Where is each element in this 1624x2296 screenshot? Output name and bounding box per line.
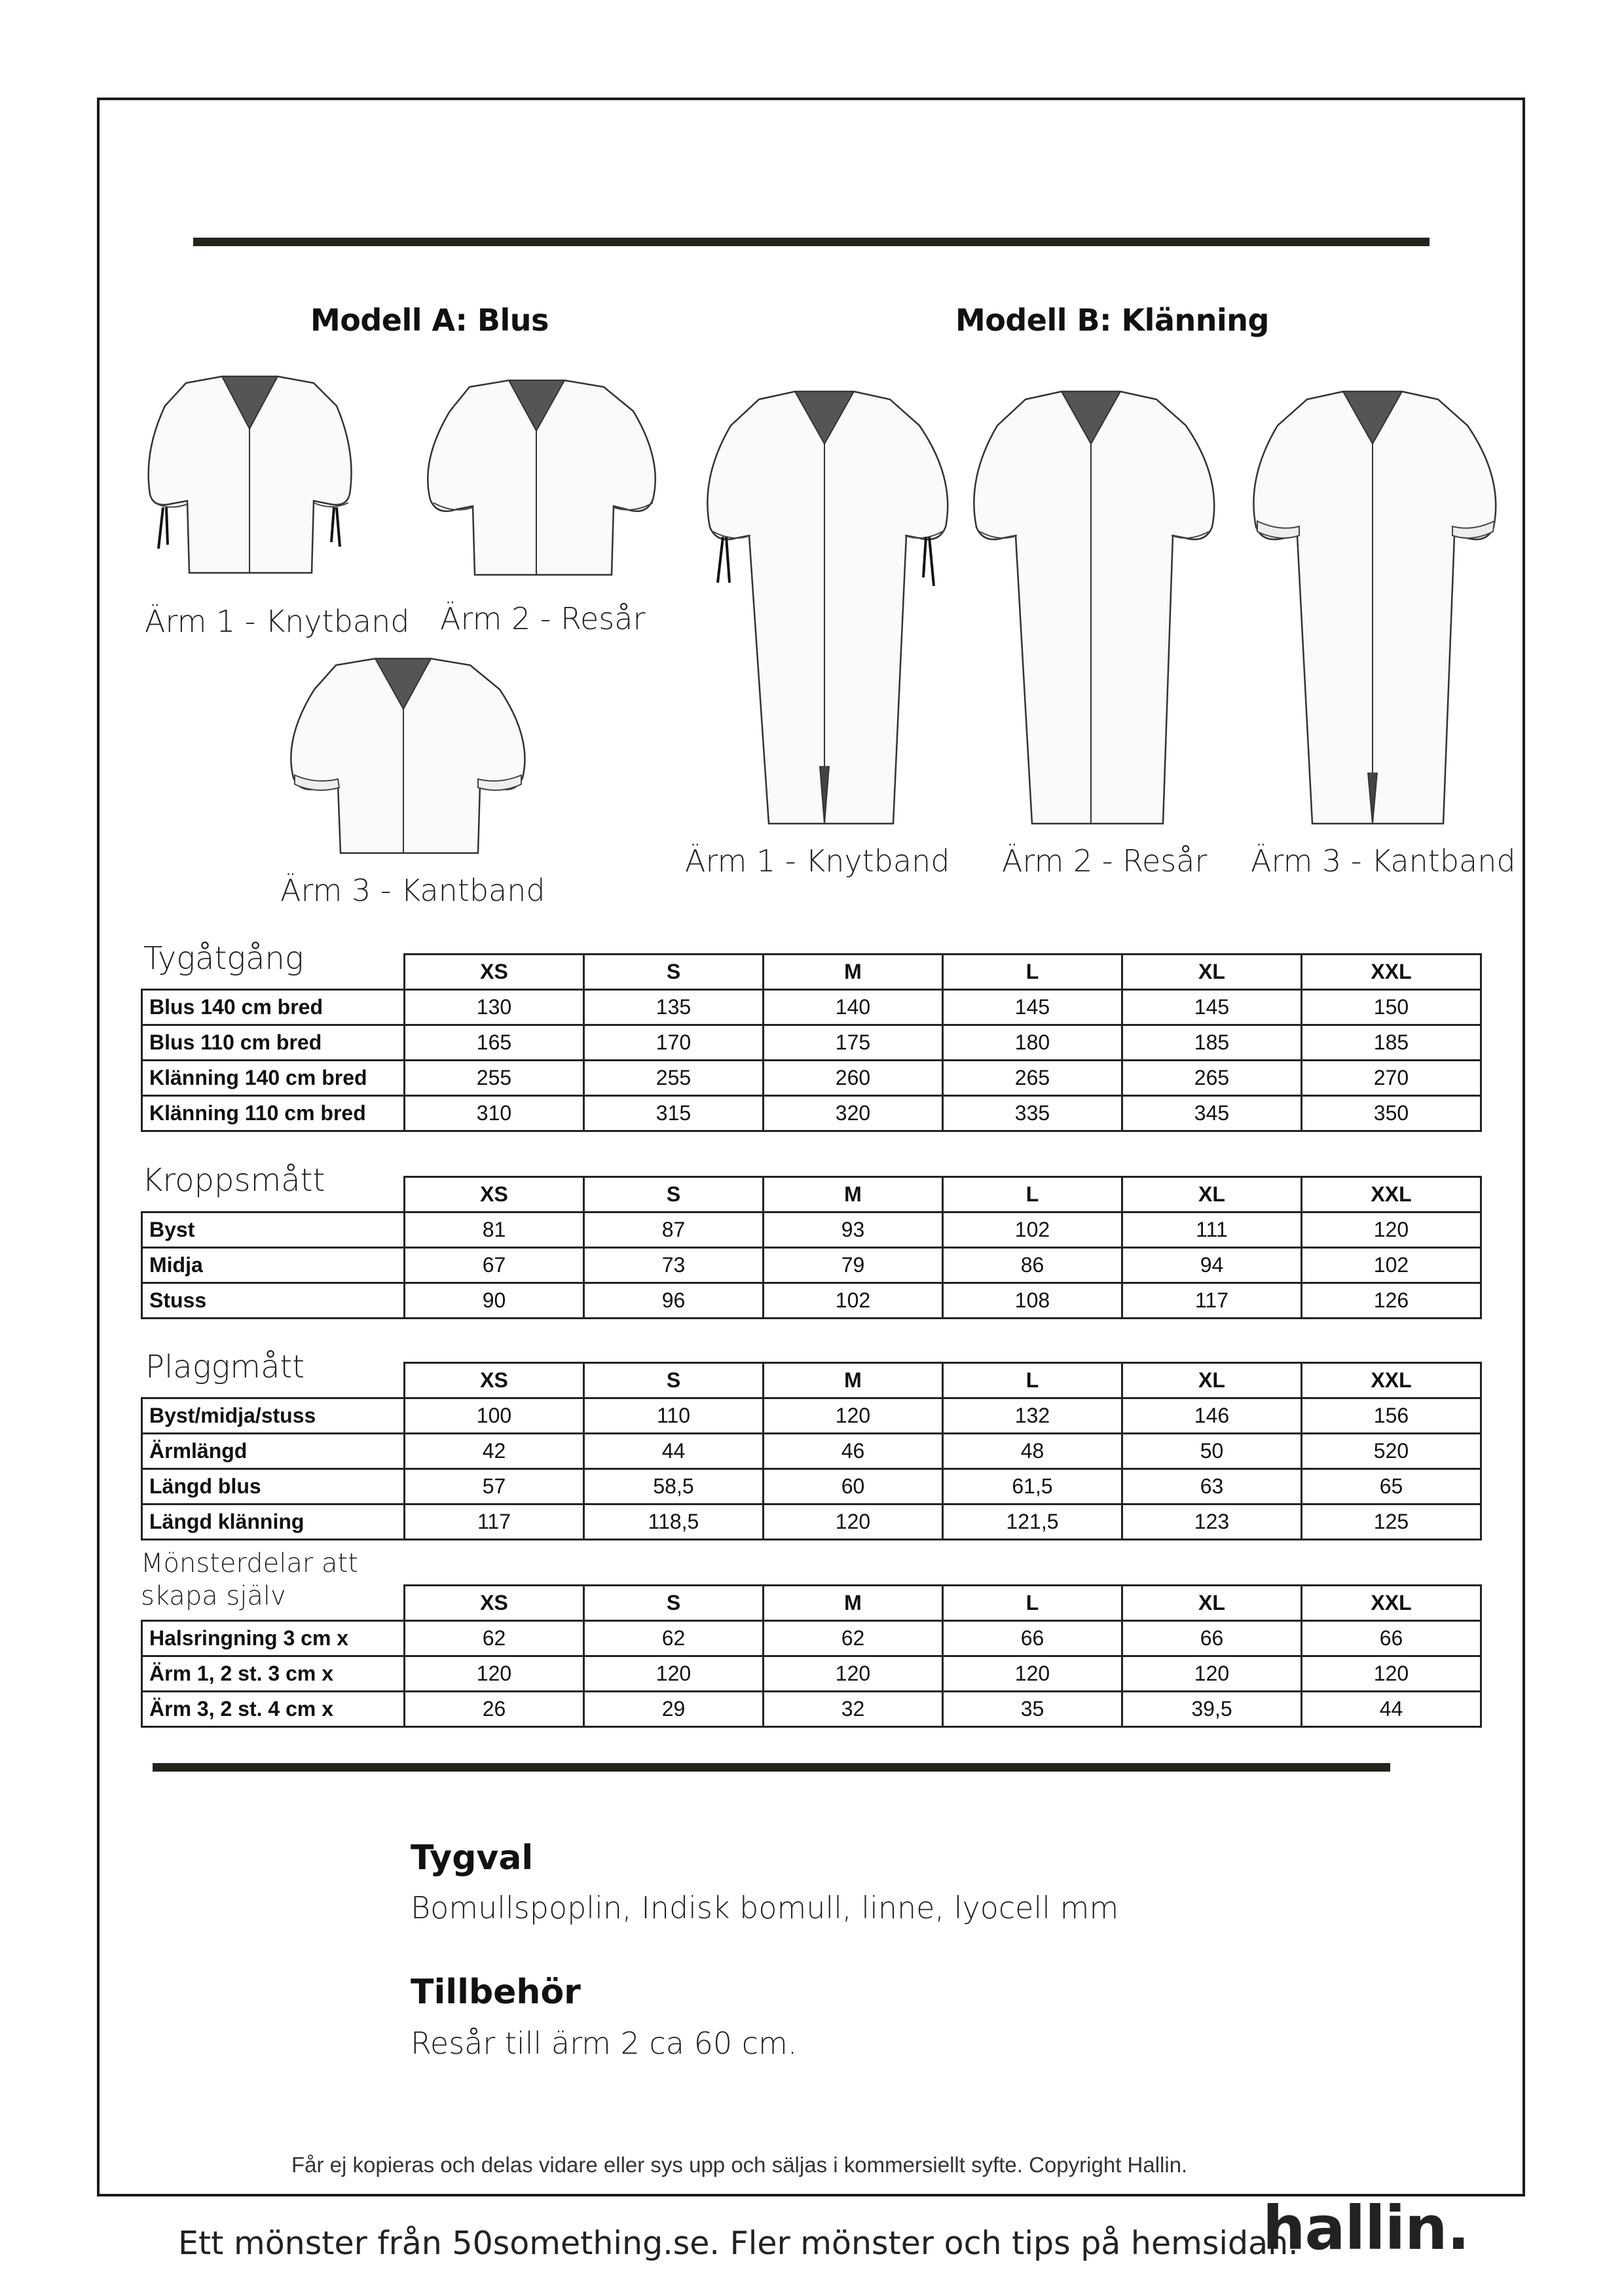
table-cell: 66: [1302, 1621, 1481, 1656]
dress-sleeve-2-illustration: [963, 386, 1225, 831]
table-cell: 350: [1302, 1096, 1481, 1131]
table-cell: 145: [943, 990, 1122, 1025]
size-header: S: [584, 1177, 764, 1212]
table-cell: 132: [943, 1398, 1122, 1434]
plaggmatt-table: [141, 1362, 1482, 1540]
table-cell: 315: [584, 1096, 764, 1131]
table-cell: 102: [1302, 1248, 1481, 1283]
table-cell: 120: [764, 1398, 943, 1434]
table-cell: 73: [584, 1248, 764, 1283]
kroppsmatt-table: [141, 1176, 1482, 1319]
table-cell: 180: [943, 1025, 1122, 1061]
footer-text: Ett mönster från 50something.se. Fler mönster och tips på hemsidan.: [178, 2225, 1299, 2262]
size-header: L: [943, 1586, 1122, 1621]
size-header: XS: [405, 955, 584, 990]
size-header: XXL: [1302, 1363, 1481, 1398]
table-cell: 93: [764, 1212, 943, 1248]
size-header: L: [943, 955, 1122, 990]
table-cell: 185: [1302, 1025, 1481, 1061]
table-cell: 90: [405, 1283, 584, 1319]
row-label: Byst: [142, 1212, 405, 1248]
table-cell: 121,5: [943, 1504, 1122, 1540]
row-label: Midja: [142, 1248, 405, 1283]
table-cell: 130: [405, 990, 584, 1025]
size-header: XXL: [1302, 1586, 1481, 1621]
table-cell: 100: [405, 1398, 584, 1434]
blouse-sleeve-3-illustration: [280, 653, 536, 863]
table-row: [142, 1096, 1481, 1131]
plaggmatt-title: Plaggmått: [145, 1349, 305, 1385]
model-a-title: Modell A: Blus: [310, 302, 549, 338]
tillbehor-heading: Tillbehör: [411, 1973, 581, 2012]
table-corner: [142, 1177, 405, 1212]
size-header: XL: [1122, 955, 1302, 990]
table-cell: 260: [764, 1061, 943, 1096]
table-cell: 44: [1302, 1692, 1481, 1727]
row-label: Klänning 140 cm bred: [142, 1061, 405, 1096]
table-cell: 320: [764, 1096, 943, 1131]
table-cell: 255: [584, 1061, 764, 1096]
table-cell: 32: [764, 1692, 943, 1727]
tygatgang-table: [141, 953, 1482, 1132]
table-corner: [142, 1586, 405, 1621]
table-cell: 102: [764, 1283, 943, 1319]
table-cell: 270: [1302, 1061, 1481, 1096]
table-cell: 61,5: [943, 1469, 1122, 1504]
row-label: Stuss: [142, 1283, 405, 1319]
size-header: XS: [405, 1363, 584, 1398]
row-label: Klänning 110 cm bred: [142, 1096, 405, 1131]
table-row: [142, 1434, 1481, 1469]
table-cell: 150: [1302, 990, 1481, 1025]
table-cell: 120: [764, 1656, 943, 1692]
size-header: M: [764, 1586, 943, 1621]
table-cell: 120: [943, 1656, 1122, 1692]
table-cell: 118,5: [584, 1504, 764, 1540]
table-cell: 39,5: [1122, 1692, 1302, 1727]
blouse-sleeve-2-illustration: [417, 375, 666, 585]
table-cell: 156: [1302, 1398, 1481, 1434]
blouse-caption-3: Ärm 3 - Kantband: [280, 873, 545, 908]
table-cell: 35: [943, 1692, 1122, 1727]
table-cell: 120: [405, 1656, 584, 1692]
table-cell: 110: [584, 1398, 764, 1434]
table-row: [142, 1061, 1481, 1096]
table-header-row: [142, 955, 1481, 990]
tillbehor-text: Resår till ärm 2 ca 60 cm.: [411, 2026, 798, 2061]
table-cell: 87: [584, 1212, 764, 1248]
table-cell: 120: [1302, 1212, 1481, 1248]
table-row: [142, 1504, 1481, 1540]
size-header: XXL: [1302, 1177, 1481, 1212]
table-cell: 117: [1122, 1283, 1302, 1319]
row-label: Längd blus: [142, 1469, 405, 1504]
kroppsmatt-title: Kroppsmått: [142, 1162, 325, 1199]
size-header: S: [584, 1363, 764, 1398]
table-cell: 111: [1122, 1212, 1302, 1248]
table-corner: [142, 1363, 405, 1398]
table-cell: 66: [1122, 1621, 1302, 1656]
table-cell: 108: [943, 1283, 1122, 1319]
size-header: S: [584, 955, 764, 990]
table-cell: 62: [405, 1621, 584, 1656]
table-cell: 42: [405, 1434, 584, 1469]
table-cell: 29: [584, 1692, 764, 1727]
dress-sleeve-3-illustration: [1242, 386, 1510, 831]
table-cell: 46: [764, 1434, 943, 1469]
table-cell: 86: [943, 1248, 1122, 1283]
row-label: Ärm 3, 2 st. 4 cm x: [142, 1692, 405, 1727]
size-header: M: [764, 1177, 943, 1212]
top-divider: [193, 238, 1430, 246]
table-row: [142, 1212, 1481, 1248]
table-cell: 120: [1302, 1656, 1481, 1692]
blouse-sleeve-1-illustration: [140, 373, 363, 583]
model-b-title: Modell B: Klänning: [955, 302, 1269, 338]
table-cell: 120: [1122, 1656, 1302, 1692]
hallin-logo: hallin.: [1263, 2193, 1469, 2263]
size-header: L: [943, 1177, 1122, 1212]
table-cell: 125: [1302, 1504, 1481, 1540]
table-cell: 120: [764, 1504, 943, 1540]
table-cell: 185: [1122, 1025, 1302, 1061]
size-header: XL: [1122, 1363, 1302, 1398]
row-label: Längd klänning: [142, 1504, 405, 1540]
table-cell: 117: [405, 1504, 584, 1540]
table-cell: 140: [764, 990, 943, 1025]
row-label: Halsringning 3 cm x: [142, 1621, 405, 1656]
dress-caption-3: Ärm 3 - Kantband: [1251, 843, 1516, 879]
tygatgang-title: Tygåtgång: [143, 940, 304, 977]
table-cell: 520: [1302, 1434, 1481, 1469]
table-cell: 96: [584, 1283, 764, 1319]
table-cell: 57: [405, 1469, 584, 1504]
size-header: XS: [405, 1586, 584, 1621]
table-cell: 265: [943, 1061, 1122, 1096]
table-row: [142, 1248, 1481, 1283]
size-header: S: [584, 1586, 764, 1621]
table-corner: [142, 955, 405, 990]
table-row: [142, 1283, 1481, 1319]
dress-caption-1: Ärm 1 - Knytband: [685, 843, 950, 879]
table-cell: 265: [1122, 1061, 1302, 1096]
table-cell: 79: [764, 1248, 943, 1283]
table-row: [142, 1656, 1481, 1692]
size-header: M: [764, 955, 943, 990]
row-label: Blus 140 cm bred: [142, 990, 405, 1025]
size-header: XL: [1122, 1177, 1302, 1212]
monsterdelar-title: Mönsterdelar att skapa själv: [141, 1548, 358, 1611]
table-cell: 102: [943, 1212, 1122, 1248]
table-row: [142, 1692, 1481, 1727]
table-cell: 310: [405, 1096, 584, 1131]
blouse-caption-1: Ärm 1 - Knytband: [145, 604, 410, 639]
row-label: Ärmlängd: [142, 1434, 405, 1469]
table-header-row: [142, 1586, 1481, 1621]
table-row: [142, 990, 1481, 1025]
tygval-text: Bomullspoplin, Indisk bomull, linne, lyocell mm: [411, 1890, 1119, 1925]
table-cell: 126: [1302, 1283, 1481, 1319]
monsterdelar-table: [141, 1584, 1482, 1728]
table-cell: 48: [943, 1434, 1122, 1469]
table-cell: 94: [1122, 1248, 1302, 1283]
copyright-note: Får ej kopieras och delas vidare eller sys upp och säljas i kommersiellt syfte. Copyright Hallin.: [291, 2153, 1188, 2177]
table-cell: 26: [405, 1692, 584, 1727]
table-row: [142, 1398, 1481, 1434]
table-cell: 81: [405, 1212, 584, 1248]
table-cell: 67: [405, 1248, 584, 1283]
size-header: XXL: [1302, 955, 1481, 990]
table-cell: 50: [1122, 1434, 1302, 1469]
tygval-heading: Tygval: [411, 1838, 534, 1878]
table-cell: 62: [584, 1621, 764, 1656]
table-cell: 58,5: [584, 1469, 764, 1504]
size-header: L: [943, 1363, 1122, 1398]
table-cell: 63: [1122, 1469, 1302, 1504]
table-cell: 145: [1122, 990, 1302, 1025]
table-cell: 123: [1122, 1504, 1302, 1540]
dress-sleeve-1-illustration: [697, 386, 959, 831]
table-cell: 135: [584, 990, 764, 1025]
table-row: [142, 1025, 1481, 1061]
table-cell: 335: [943, 1096, 1122, 1131]
row-label: Byst/midja/stuss: [142, 1398, 405, 1434]
table-cell: 60: [764, 1469, 943, 1504]
table-cell: 146: [1122, 1398, 1302, 1434]
dress-caption-2: Ärm 2 - Resår: [1002, 843, 1208, 879]
table-cell: 170: [584, 1025, 764, 1061]
table-cell: 44: [584, 1434, 764, 1469]
blouse-caption-2: Ärm 2 - Resår: [440, 601, 646, 636]
table-header-row: [142, 1177, 1481, 1212]
table-row: [142, 1469, 1481, 1504]
size-header: XL: [1122, 1586, 1302, 1621]
table-cell: 62: [764, 1621, 943, 1656]
table-cell: 65: [1302, 1469, 1481, 1504]
table-cell: 345: [1122, 1096, 1302, 1131]
table-cell: 165: [405, 1025, 584, 1061]
table-cell: 120: [584, 1656, 764, 1692]
table-cell: 255: [405, 1061, 584, 1096]
size-header: M: [764, 1363, 943, 1398]
bottom-divider: [153, 1763, 1390, 1772]
row-label: Blus 110 cm bred: [142, 1025, 405, 1061]
size-header: XS: [405, 1177, 584, 1212]
row-label: Ärm 1, 2 st. 3 cm x: [142, 1656, 405, 1692]
table-row: [142, 1621, 1481, 1656]
table-header-row: [142, 1363, 1481, 1398]
table-cell: 175: [764, 1025, 943, 1061]
table-cell: 66: [943, 1621, 1122, 1656]
